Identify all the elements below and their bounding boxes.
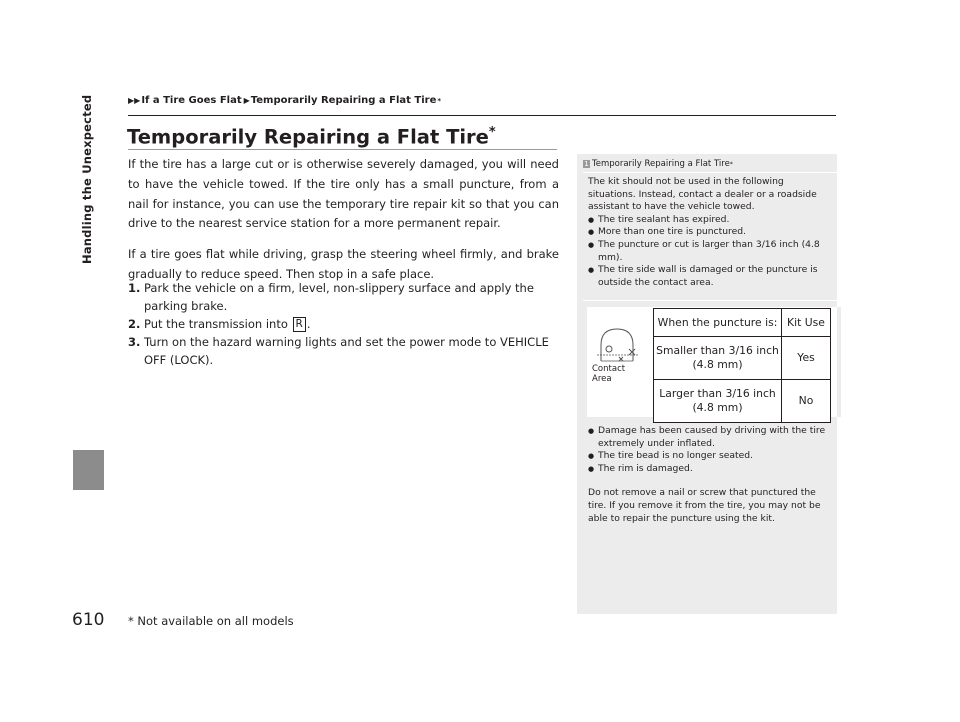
contact-area-label: Contact Area xyxy=(592,364,626,384)
notes-panel xyxy=(577,154,837,614)
table-header: When the puncture is: xyxy=(654,309,782,337)
table-header: Kit Use xyxy=(782,309,831,337)
breadcrumb-item[interactable]: If a Tire Goes Flat xyxy=(141,95,242,106)
table-cell: Yes xyxy=(782,337,831,380)
bullet-item: ● The tire side wall is damaged or the puncture is outside the contact area. xyxy=(588,264,828,289)
header-divider xyxy=(128,115,836,116)
step-item xyxy=(128,279,563,315)
bullet-item: ● The rim is damaged. xyxy=(588,463,828,476)
paragraph: If the tire has a large cut or is otherwise severely damaged, you will need to have the vehicle towed. If the tire only has a small puncture, from a nail for instance, you can use the temporary tire repair kit so that you can drive to the nearest service station for a more permanent repair. xyxy=(128,157,559,231)
table-header-row xyxy=(654,309,831,337)
panel-header-text: Temporarily Repairing a Flat Tire xyxy=(592,159,730,169)
tire-contact-icon xyxy=(593,325,643,365)
gear-r-key-icon: R xyxy=(293,317,306,332)
step-item xyxy=(128,333,563,369)
page-number: 610 xyxy=(72,610,105,630)
table-cell: No xyxy=(782,380,831,423)
puncture-table xyxy=(653,308,831,423)
page-title-text: Temporarily Repairing a Flat Tire xyxy=(127,125,489,149)
step-number: 2. xyxy=(128,317,141,331)
step-number: 3. xyxy=(128,335,141,349)
step-text: Turn on the hazard warning lights and set the power mode to VEHICLE OFF (LOCK). xyxy=(144,335,549,367)
breadcrumb-arrow-icon: ▶▶ xyxy=(128,96,141,105)
panel-header xyxy=(583,159,733,169)
breadcrumb-item[interactable]: Temporarily Repairing a Flat Tire xyxy=(250,95,437,106)
body-text xyxy=(128,155,559,296)
step-text: Park the vehicle on a firm, level, non-slippery surface and apply the parking brake. xyxy=(144,281,534,313)
page-title-star: * xyxy=(488,125,496,140)
paragraph: If a tire goes flat while driving, grasp the steering wheel firmly, and brake gradually to reduce speed. Then stop in a safe place. xyxy=(128,247,559,281)
table-row xyxy=(654,337,831,380)
breadcrumb-arrow-icon: ▶ xyxy=(243,96,250,105)
step-text-after: . xyxy=(306,317,311,331)
page-title xyxy=(127,125,496,149)
table-cell: Larger than 3/16 inch (4.8 mm) xyxy=(654,380,782,423)
table-cell: Smaller than 3/16 inch (4.8 mm) xyxy=(654,337,782,380)
title-divider xyxy=(128,149,557,150)
bullet-item: ● More than one tire is punctured. xyxy=(588,226,828,239)
panel-bottom-block xyxy=(588,425,828,525)
section-label: Handling the Unexpected xyxy=(80,95,94,265)
bullet-list xyxy=(588,425,828,475)
step-text-before: Put the transmission into xyxy=(144,317,288,331)
panel-divider xyxy=(583,300,837,301)
step-number: 1. xyxy=(128,281,141,295)
table-row xyxy=(654,380,831,423)
panel-intro: The kit should not be used in the following situations. Instead, contact a dealer or a roadside assistant to have the vehicle towed. xyxy=(588,176,817,213)
panel-divider xyxy=(583,172,837,173)
bullet-item: ● The tire bead is no longer seated. xyxy=(588,450,828,463)
panel-header-star: * xyxy=(729,160,733,168)
panel-closing: Do not remove a nail or screw that punctured the tire. If you remove it from the tire, you may not be able to repair the puncture using the kit. xyxy=(588,487,821,524)
breadcrumb-star: * xyxy=(437,96,442,105)
bullet-item: ● The tire sealant has expired. xyxy=(588,214,828,227)
reference-badge: 1 xyxy=(584,160,589,168)
bullet-item: ● The puncture or cut is larger than 3/16 inch (4.8 mm). xyxy=(588,239,828,264)
step-text xyxy=(144,315,310,333)
bullet-item: ● Damage has been caused by driving with the tire extremely under inflated. xyxy=(588,425,828,450)
breadcrumb xyxy=(128,95,441,106)
panel-intro-block xyxy=(588,176,828,289)
step-item xyxy=(128,315,563,333)
footnote: * Not available on all models xyxy=(128,614,294,628)
steps-list xyxy=(128,279,563,369)
bullet-list xyxy=(588,214,828,290)
puncture-figure xyxy=(587,307,841,417)
